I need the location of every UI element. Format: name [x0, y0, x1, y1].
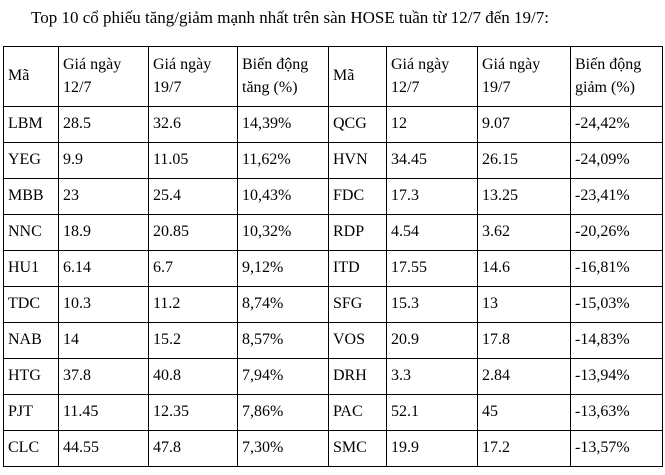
price-cell: 20.85 [149, 215, 238, 251]
stock-table [3, 46, 663, 467]
table-body [4, 107, 663, 467]
price-cell: 47.8 [149, 431, 238, 467]
stock-code-cell: YEG [4, 143, 59, 179]
price-cell: 17.8 [478, 323, 571, 359]
price-cell: 15.2 [149, 323, 238, 359]
price-cell: 11.2 [149, 287, 238, 323]
price-cell: 45 [478, 395, 571, 431]
price-cell: 14.6 [478, 251, 571, 287]
price-cell: 34.45 [387, 143, 478, 179]
change-cell: -16,81% [571, 251, 663, 287]
price-cell: 44.55 [59, 431, 149, 467]
table-row [4, 287, 663, 323]
stock-code-cell: RDP [329, 215, 387, 251]
column-header: Biến động tăng (%) [238, 47, 329, 107]
table-row [4, 143, 663, 179]
table-title: Top 10 cổ phiếu tăng/giảm mạnh nhất trên sàn HOSE tuần từ 12/7 đến 19/7: [31, 8, 549, 27]
stock-code-cell: HU1 [4, 251, 59, 287]
price-cell: 20.9 [387, 323, 478, 359]
price-cell: 52.1 [387, 395, 478, 431]
stock-code-cell: SFG [329, 287, 387, 323]
change-cell: -15,03% [571, 287, 663, 323]
price-cell: 2.84 [478, 359, 571, 395]
price-cell: 17.3 [387, 179, 478, 215]
price-cell: 15.3 [387, 287, 478, 323]
price-cell: 12 [387, 107, 478, 143]
stock-code-cell: NNC [4, 215, 59, 251]
column-header: Mã [4, 47, 59, 107]
stock-code-cell: QCG [329, 107, 387, 143]
price-cell: 3.62 [478, 215, 571, 251]
price-cell: 40.8 [149, 359, 238, 395]
price-cell: 10.3 [59, 287, 149, 323]
change-cell: 10,43% [238, 179, 329, 215]
column-header: Giá ngày 12/7 [59, 47, 149, 107]
table-row [4, 323, 663, 359]
price-cell: 28.5 [59, 107, 149, 143]
header-row [4, 47, 663, 107]
change-cell: -13,57% [571, 431, 663, 467]
price-cell: 19.9 [387, 431, 478, 467]
table-row [4, 359, 663, 395]
price-cell: 26.15 [478, 143, 571, 179]
price-cell: 12.35 [149, 395, 238, 431]
price-cell: 11.45 [59, 395, 149, 431]
table-row [4, 107, 663, 143]
change-cell: 9,12% [238, 251, 329, 287]
stock-code-cell: HTG [4, 359, 59, 395]
change-cell: -23,41% [571, 179, 663, 215]
stock-code-cell: MBB [4, 179, 59, 215]
column-header: Giá ngày 19/7 [478, 47, 571, 107]
price-cell: 4.54 [387, 215, 478, 251]
change-cell: -20,26% [571, 215, 663, 251]
stock-code-cell: ITD [329, 251, 387, 287]
price-cell: 32.6 [149, 107, 238, 143]
stock-code-cell: DRH [329, 359, 387, 395]
change-cell: -24,09% [571, 143, 663, 179]
column-header: Giá ngày 19/7 [149, 47, 238, 107]
price-cell: 23 [59, 179, 149, 215]
price-cell: 17.55 [387, 251, 478, 287]
change-cell: 7,86% [238, 395, 329, 431]
stock-code-cell: LBM [4, 107, 59, 143]
change-cell: 14,39% [238, 107, 329, 143]
stock-code-cell: NAB [4, 323, 59, 359]
table-row [4, 251, 663, 287]
price-cell: 11.05 [149, 143, 238, 179]
price-cell: 13 [478, 287, 571, 323]
stock-code-cell: TDC [4, 287, 59, 323]
change-cell: -14,83% [571, 323, 663, 359]
price-cell: 6.14 [59, 251, 149, 287]
price-cell: 18.9 [59, 215, 149, 251]
change-cell: -24,42% [571, 107, 663, 143]
change-cell: 10,32% [238, 215, 329, 251]
table-row [4, 215, 663, 251]
stock-code-cell: SMC [329, 431, 387, 467]
stock-code-cell: PJT [4, 395, 59, 431]
change-cell: -13,63% [571, 395, 663, 431]
stock-code-cell: FDC [329, 179, 387, 215]
table-row [4, 431, 663, 467]
table-row [4, 395, 663, 431]
price-cell: 13.25 [478, 179, 571, 215]
table-row [4, 179, 663, 215]
price-cell: 25.4 [149, 179, 238, 215]
price-cell: 9.9 [59, 143, 149, 179]
change-cell: 8,57% [238, 323, 329, 359]
price-cell: 14 [59, 323, 149, 359]
stock-code-cell: CLC [4, 431, 59, 467]
stock-code-cell: VOS [329, 323, 387, 359]
change-cell: 7,30% [238, 431, 329, 467]
price-cell: 6.7 [149, 251, 238, 287]
column-header: Biến động giảm (%) [571, 47, 663, 107]
column-header: Mã [329, 47, 387, 107]
change-cell: 7,94% [238, 359, 329, 395]
column-header: Giá ngày 12/7 [387, 47, 478, 107]
change-cell: 8,74% [238, 287, 329, 323]
stock-code-cell: PAC [329, 395, 387, 431]
price-cell: 9.07 [478, 107, 571, 143]
price-cell: 37.8 [59, 359, 149, 395]
change-cell: 11,62% [238, 143, 329, 179]
change-cell: -13,94% [571, 359, 663, 395]
price-cell: 17.2 [478, 431, 571, 467]
stock-code-cell: HVN [329, 143, 387, 179]
price-cell: 3.3 [387, 359, 478, 395]
